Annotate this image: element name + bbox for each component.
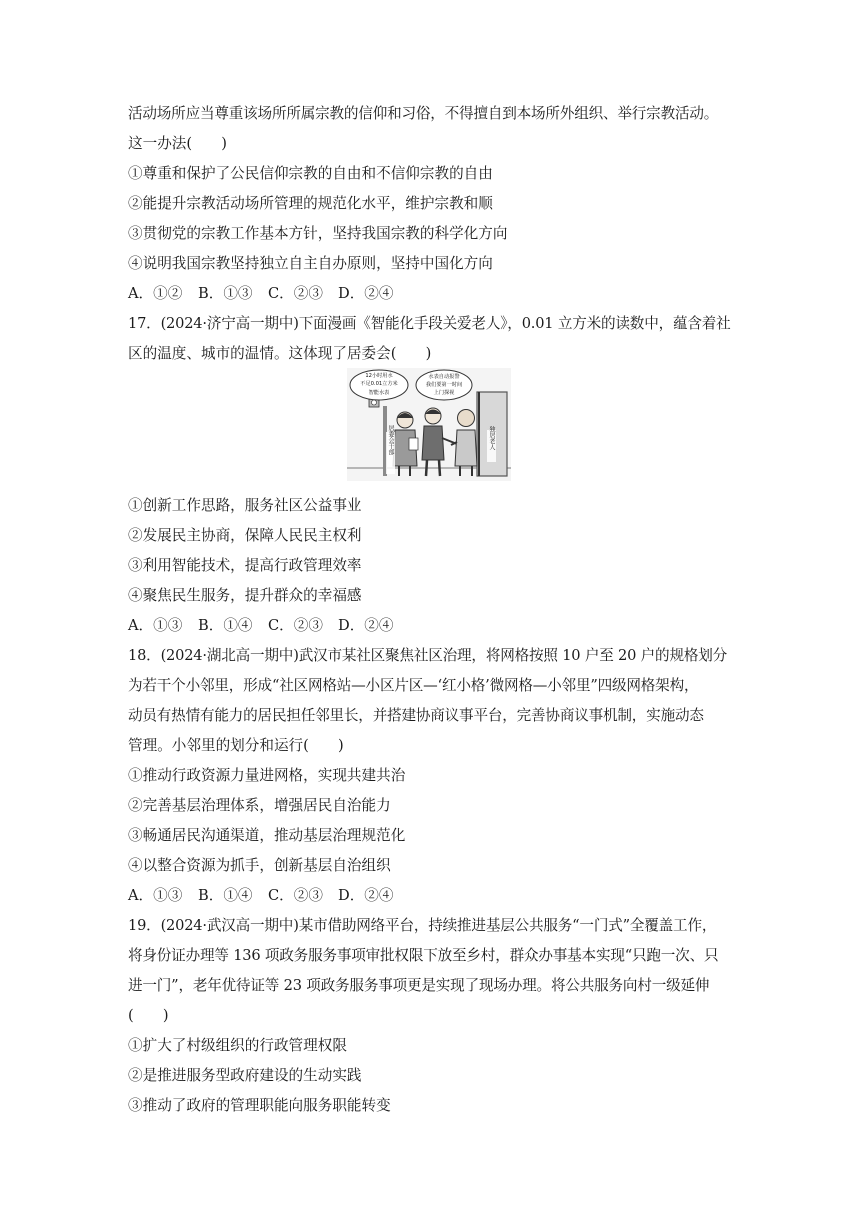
q19-stem-line-4: ( ) bbox=[128, 1007, 169, 1024]
q18-option-2: ②完善基层治理体系，增强居民自治能力 bbox=[128, 797, 391, 814]
q19-option-2: ②是推进服务型政府建设的生动实践 bbox=[128, 1067, 362, 1084]
svg-text:独居老人: 独居老人 bbox=[488, 426, 495, 450]
q18-stem-line-1: 18．(2024·湖北高一期中)武汉市某社区聚焦社区治理，将网格按照 10 户至 20 户的规格划分 bbox=[128, 647, 728, 664]
bubble-left-line-2: 不足0.01立方米 bbox=[360, 381, 398, 387]
q19-option-3: ③推动了政府的管理职能向服务职能转变 bbox=[128, 1097, 391, 1114]
q16-answer-a: A．①② bbox=[128, 285, 183, 302]
q17-stem-line-2: 区的温度、城市的温情。这体现了居委会( ) bbox=[128, 345, 432, 362]
q17-answer-a: A．①③ bbox=[128, 617, 183, 634]
bubble-right-line-2: 我们要第一时间 bbox=[425, 382, 463, 388]
q16-answer-b: B．①③ bbox=[198, 285, 253, 302]
q18-answer-a: A．①③ bbox=[128, 887, 183, 904]
q17-answer-b: B．①④ bbox=[198, 617, 253, 634]
bubble-left-line-3: 智能水表 bbox=[368, 390, 390, 396]
q19-stem-line-2: 将身份证办理等 136 项政务服务事项审批权限下放至乡村，群众办事基本实现“只跑一次、只 bbox=[128, 947, 719, 964]
q18-answer-c: C．②③ bbox=[268, 887, 323, 904]
q18-option-3: ③畅通居民沟通渠道，推动基层治理规范化 bbox=[128, 827, 406, 844]
q17-option-4: ④聚焦民生服务，提升群众的幸福感 bbox=[128, 587, 362, 604]
q16-answer-d: D．②④ bbox=[338, 285, 394, 302]
q18-answer-d: D．②④ bbox=[338, 887, 394, 904]
q18-answer-choices bbox=[128, 886, 740, 906]
bubble-left-line-1: 12小时用水 bbox=[365, 373, 393, 379]
q16-answer-choices bbox=[128, 284, 740, 304]
q18-answer-b: B．①④ bbox=[198, 887, 253, 904]
q18-stem-line-4: 管理。小邻里的划分和运行( ) bbox=[128, 737, 344, 754]
cartoon-illustration bbox=[347, 368, 511, 481]
q17-option-1: ①创新工作思路，服务社区公益事业 bbox=[128, 497, 362, 514]
q18-option-4: ④以整合资源为抓手，创新基层自治组织 bbox=[128, 857, 391, 874]
bubble-right-line-3: 上门探视 bbox=[433, 390, 455, 396]
q16-option-1: ①尊重和保护了公民信仰宗教的自由和不信仰宗教的自由 bbox=[128, 165, 493, 182]
q16-option-3: ③贯彻党的宗教工作基本方针，坚持我国宗教的科学化方向 bbox=[128, 225, 508, 242]
q16-answer-c: C．②③ bbox=[268, 285, 323, 302]
q16-option-2: ②能提升宗教活动场所管理的规范化水平，维护宗教和顺 bbox=[128, 195, 493, 212]
q17-answer-d: D．②④ bbox=[338, 617, 394, 634]
q16-stem-line-1: 活动场所应当尊重该场所所属宗教的信仰和习俗，不得擅自到本场所外组织、举行宗教活动。 bbox=[128, 105, 719, 122]
q17-answer-c: C．②③ bbox=[268, 617, 323, 634]
q16-stem-line-2: 这一办法( ) bbox=[128, 135, 227, 152]
q18-option-1: ①推动行政资源力量进网格，实现共建共治 bbox=[128, 767, 406, 784]
q16-option-4: ④说明我国宗教坚持独立自主自办原则，坚持中国化方向 bbox=[128, 255, 493, 272]
q17-stem-line-1: 17．(2024·济宁高一期中)下面漫画《智能化手段关爱老人》，0.01 立方米的读数中，蕴含着社 bbox=[128, 315, 731, 332]
q17-option-2: ②发展民主协商，保障人民民主权利 bbox=[128, 527, 362, 544]
q19-stem-line-1: 19．(2024·武汉高一期中)某市借助网络平台，持续推进基层公共服务“一门式”全覆盖工作， bbox=[128, 917, 717, 934]
q19-stem-line-3: 进一门”，老年优待证等 23 项政务服务事项更是实现了现场办理。将公共服务向村一级延伸 bbox=[128, 977, 710, 994]
q17-option-3: ③利用智能技术，提高行政管理效率 bbox=[128, 557, 362, 574]
label-community-committee-cadre bbox=[386, 424, 395, 474]
q18-stem-line-3: 动员有热情有能力的居民担任邻里长，并搭建协商议事平台，完善协商议事机制，实施动态 bbox=[128, 707, 704, 724]
svg-text:居委会干部: 居委会干部 bbox=[387, 425, 394, 455]
q19-option-1: ①扩大了村级组织的行政管理权限 bbox=[128, 1037, 347, 1054]
label-elderly-living-alone bbox=[487, 425, 496, 462]
q18-stem-line-2: 为若干个小邻里，形成“社区网格站—小区片区—‘红小格’微网格—小邻里”四级网格架构， bbox=[128, 677, 699, 694]
q17-answer-choices bbox=[128, 616, 740, 636]
bubble-right-line-1: 水表自动报警 bbox=[428, 374, 460, 380]
